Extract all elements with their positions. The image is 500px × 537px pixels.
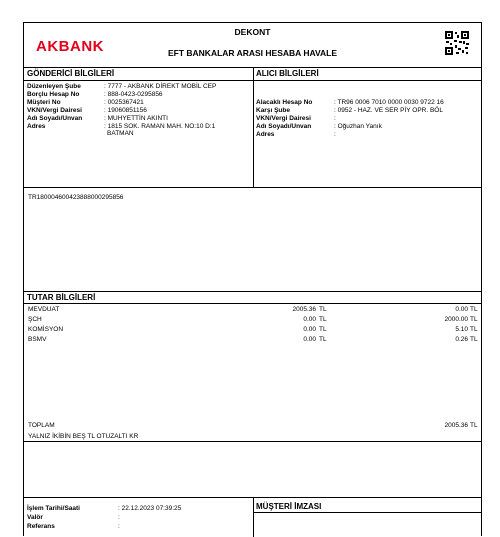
field-label: İşlem Tarihi/Saati: [27, 505, 80, 512]
amount-value: 0.00: [303, 316, 316, 323]
field-value: : 22.12.2023 07:39:25: [118, 505, 182, 512]
amount-value: 0.00: [303, 336, 316, 343]
field-value: : 0025367421: [104, 99, 144, 106]
amount-value: 0.26: [455, 336, 468, 343]
amount-value: 2000.00: [444, 316, 468, 323]
amount-currency: TL: [470, 326, 478, 333]
amount-value: 5.10: [455, 326, 468, 333]
document-title: DEKONT: [234, 27, 271, 37]
field-value: : 7777 - AKBANK DİREKT MOBİL CEP: [104, 83, 217, 90]
amount-value: 0.00: [455, 306, 468, 313]
amount-row-label: MEVDUAT: [28, 306, 60, 313]
amount-row-label: KOMİSYON: [28, 326, 64, 333]
receipt-sheet: [23, 22, 482, 536]
amounts-section-title: TUTAR BİLGİLERİ: [27, 293, 96, 302]
field-label: VKN/Vergi Dairesi: [27, 107, 82, 114]
field-value: : 1815 SOK. RAMAN MAH. NO:10 D:1: [104, 123, 216, 130]
amount-currency: TL: [470, 306, 478, 313]
amount-currency: TL: [319, 306, 327, 313]
field-value: : 19060851156: [104, 107, 147, 114]
field-label: Borçlu Hesap No: [27, 91, 80, 98]
transaction-description: TR180004600423888000295856: [28, 194, 124, 201]
divider: [24, 187, 481, 188]
field-label: Adı Soyadı/Unvan: [256, 123, 312, 130]
field-label: Adı Soyadı/Unvan: [27, 115, 83, 122]
divider: [24, 303, 481, 304]
receiver-section-title: ALICI BİLGİLERİ: [256, 69, 319, 78]
field-value: : TR96 0006 7010 0000 0030 9722 16: [334, 99, 444, 106]
field-label: Düzenleyen Şube: [27, 83, 81, 90]
field-label: Müşteri No: [27, 99, 61, 106]
divider: [24, 291, 481, 292]
amount-row-label: ŞCH: [28, 316, 42, 323]
amount-value: 2005.36: [292, 306, 316, 313]
field-value: :: [118, 514, 120, 521]
divider: [24, 441, 481, 442]
divider: [24, 80, 253, 81]
sender-section-title: GÖNDERİCİ BİLGİLERİ: [27, 69, 115, 78]
field-value: : 0952 - HAZ. VE SER PİY OPR. BÖL: [334, 107, 443, 114]
signature-section-title: MÜŞTERİ İMZASI: [256, 502, 322, 511]
field-value: : 888-0423-0295856: [104, 91, 163, 98]
field-value: :: [118, 523, 120, 530]
field-label: Karşı Şube: [256, 107, 290, 114]
field-value: : MUHYETTİN AKINTI: [104, 115, 168, 122]
field-label: Referans: [27, 523, 55, 530]
qr-code-icon: [445, 31, 469, 55]
field-label: Alacaklı Hesap No: [256, 99, 313, 106]
field-label: Adres: [256, 131, 275, 138]
document-subtitle: EFT BANKALAR ARASI HESABA HAVALE: [167, 48, 338, 58]
amount-currency: TL: [319, 326, 327, 333]
field-value: :: [334, 131, 336, 138]
total-value: 2005.36: [444, 422, 468, 429]
field-label: Valör: [27, 514, 43, 521]
amount-currency: TL: [319, 336, 327, 343]
amount-value: 0.00: [303, 326, 316, 333]
field-label: VKN/Vergi Dairesi: [256, 115, 311, 122]
amount-row-label: BSMV: [28, 336, 47, 343]
amount-in-words: YALNIZ İKİBİN BEŞ TL OTUZALTI KR: [28, 433, 139, 440]
field-label: Adres: [27, 123, 46, 130]
field-value: : Oğuzhan Yanık: [334, 123, 382, 130]
column-divider: [253, 67, 254, 187]
total-label: TOPLAM: [28, 422, 55, 429]
akbank-logo: AKBANK: [36, 38, 104, 55]
amount-currency: TL: [470, 316, 478, 323]
total-currency: TL: [470, 422, 478, 429]
divider: [253, 80, 481, 81]
field-value: BATMAN: [107, 130, 134, 137]
divider: [253, 512, 481, 513]
amount-currency: TL: [319, 316, 327, 323]
field-value: :: [334, 115, 336, 122]
amount-currency: TL: [470, 336, 478, 343]
column-divider: [253, 497, 254, 537]
